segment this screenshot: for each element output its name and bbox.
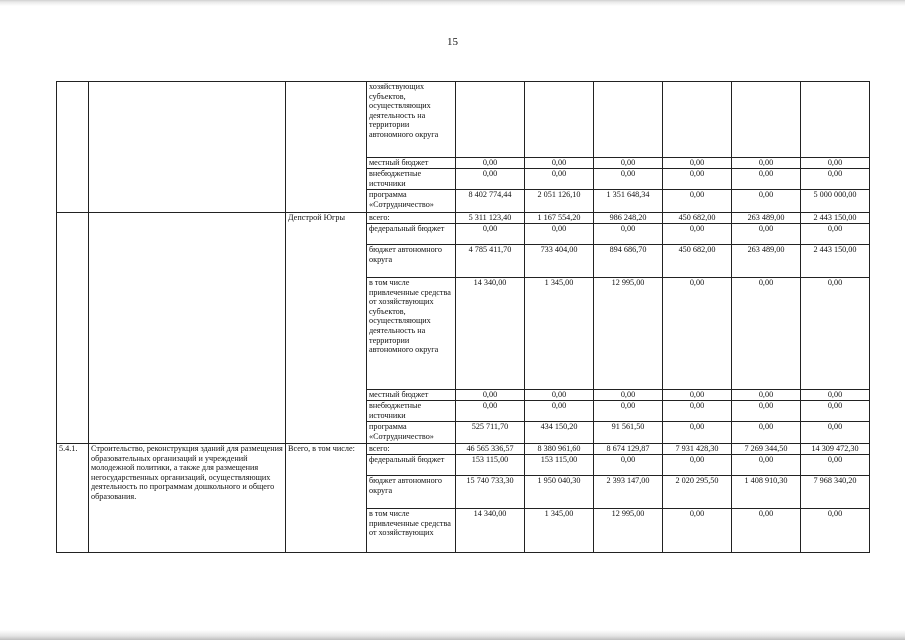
value-cell <box>663 82 732 158</box>
value-cell: 5 311 123,40 <box>456 213 525 224</box>
value-cell: 7 269 344,50 <box>732 444 801 455</box>
executor-cell: Депстрой Югры <box>286 213 367 444</box>
funding-source-cell: в том числе привлеченные средства от хозяйствующих <box>367 509 456 553</box>
value-cell: 0,00 <box>732 390 801 401</box>
table-row <box>57 82 870 158</box>
value-cell: 0,00 <box>801 224 870 245</box>
value-cell: 0,00 <box>801 169 870 190</box>
value-cell: 15 740 733,30 <box>456 476 525 509</box>
value-cell: 0,00 <box>801 158 870 169</box>
funding-source-cell: федеральный бюджет <box>367 455 456 476</box>
value-cell: 0,00 <box>663 169 732 190</box>
value-cell: 1 345,00 <box>525 509 594 553</box>
measure-name-cell <box>89 82 286 213</box>
value-cell: 5 000 000,00 <box>801 190 870 213</box>
value-cell: 2 393 147,00 <box>594 476 663 509</box>
funding-source-cell: бюджет автономного округа <box>367 476 456 509</box>
value-cell: 2 020 295,50 <box>663 476 732 509</box>
value-cell: 14 340,00 <box>456 278 525 390</box>
value-cell: 0,00 <box>594 224 663 245</box>
value-cell <box>525 82 594 158</box>
value-cell: 8 674 129,87 <box>594 444 663 455</box>
value-cell: 1 408 910,30 <box>732 476 801 509</box>
value-cell: 1 351 648,34 <box>594 190 663 213</box>
budget-table <box>56 81 870 553</box>
value-cell <box>732 82 801 158</box>
value-cell: 0,00 <box>525 158 594 169</box>
value-cell: 0,00 <box>456 158 525 169</box>
value-cell: 0,00 <box>594 455 663 476</box>
table-row <box>57 444 870 455</box>
value-cell: 0,00 <box>801 422 870 444</box>
value-cell: 0,00 <box>663 224 732 245</box>
scan-edge-bottom <box>0 630 905 640</box>
value-cell: 0,00 <box>663 278 732 390</box>
value-cell: 2 051 126,10 <box>525 190 594 213</box>
value-cell: 0,00 <box>732 169 801 190</box>
value-cell: 733 404,00 <box>525 245 594 278</box>
page-number: 15 <box>447 36 458 48</box>
executor-cell <box>286 82 367 213</box>
funding-source-cell: федеральный бюджет <box>367 224 456 245</box>
value-cell: 0,00 <box>525 390 594 401</box>
funding-source-cell: местный бюджет <box>367 390 456 401</box>
value-cell: 12 995,00 <box>594 509 663 553</box>
executor-cell: Всего, в том числе: <box>286 444 367 553</box>
value-cell: 0,00 <box>801 509 870 553</box>
funding-source-cell: всего: <box>367 444 456 455</box>
value-cell: 8 402 774,44 <box>456 190 525 213</box>
value-cell: 2 443 150,00 <box>801 213 870 224</box>
value-cell: 0,00 <box>732 190 801 213</box>
value-cell: 14 340,00 <box>456 509 525 553</box>
value-cell: 0,00 <box>456 169 525 190</box>
value-cell <box>594 82 663 158</box>
value-cell: 14 309 472,30 <box>801 444 870 455</box>
value-cell: 0,00 <box>801 401 870 422</box>
funding-source-cell: бюджет автономного округа <box>367 245 456 278</box>
scan-edge-top <box>0 0 905 6</box>
value-cell: 263 489,00 <box>732 245 801 278</box>
value-cell: 1 950 040,30 <box>525 476 594 509</box>
funding-source-cell: внебюджетные источники <box>367 401 456 422</box>
value-cell: 0,00 <box>594 401 663 422</box>
value-cell: 0,00 <box>456 224 525 245</box>
value-cell: 0,00 <box>732 509 801 553</box>
value-cell: 0,00 <box>801 455 870 476</box>
number-cell <box>57 82 89 213</box>
value-cell: 0,00 <box>732 455 801 476</box>
measure-name-cell <box>89 213 286 444</box>
value-cell: 8 380 961,60 <box>525 444 594 455</box>
value-cell: 450 682,00 <box>663 245 732 278</box>
value-cell: 2 443 150,00 <box>801 245 870 278</box>
value-cell: 0,00 <box>663 390 732 401</box>
value-cell: 0,00 <box>732 224 801 245</box>
value-cell: 12 995,00 <box>594 278 663 390</box>
value-cell: 1 345,00 <box>525 278 594 390</box>
value-cell: 0,00 <box>732 401 801 422</box>
value-cell <box>456 82 525 158</box>
value-cell: 7 968 340,20 <box>801 476 870 509</box>
funding-source-cell: всего: <box>367 213 456 224</box>
value-cell: 0,00 <box>801 390 870 401</box>
value-cell: 525 711,70 <box>456 422 525 444</box>
item-number-cell: 5.4.1. <box>57 444 89 553</box>
value-cell: 0,00 <box>663 422 732 444</box>
value-cell: 894 686,70 <box>594 245 663 278</box>
funding-source-cell: программа «Сотрудничество» <box>367 190 456 213</box>
value-cell: 0,00 <box>663 401 732 422</box>
value-cell: 0,00 <box>525 224 594 245</box>
value-cell: 1 167 554,20 <box>525 213 594 224</box>
funding-source-cell: местный бюджет <box>367 158 456 169</box>
value-cell: 0,00 <box>663 509 732 553</box>
funding-source-cell: в том числе привлеченные средства от хозяйствующих субъектов, осуществляющих деятельность на территории автономного округа <box>367 278 456 390</box>
value-cell: 0,00 <box>732 158 801 169</box>
value-cell: 986 248,20 <box>594 213 663 224</box>
number-cell <box>57 213 89 444</box>
value-cell: 0,00 <box>663 190 732 213</box>
value-cell: 0,00 <box>594 169 663 190</box>
value-cell: 263 489,00 <box>732 213 801 224</box>
value-cell: 0,00 <box>732 422 801 444</box>
value-cell: 0,00 <box>663 455 732 476</box>
value-cell: 0,00 <box>663 158 732 169</box>
value-cell: 153 115,00 <box>525 455 594 476</box>
funding-source-cell: хозяйствующих субъектов, осуществляющих деятельность на территории автономного округа <box>367 82 456 158</box>
value-cell <box>801 82 870 158</box>
funding-source-cell: внебюджетные источники <box>367 169 456 190</box>
value-cell: 0,00 <box>456 401 525 422</box>
value-cell: 0,00 <box>801 278 870 390</box>
value-cell: 153 115,00 <box>456 455 525 476</box>
value-cell: 0,00 <box>525 169 594 190</box>
value-cell: 450 682,00 <box>663 213 732 224</box>
value-cell: 7 931 428,30 <box>663 444 732 455</box>
value-cell: 91 561,50 <box>594 422 663 444</box>
value-cell: 0,00 <box>594 158 663 169</box>
value-cell: 0,00 <box>594 390 663 401</box>
value-cell: 46 565 336,57 <box>456 444 525 455</box>
value-cell: 0,00 <box>732 278 801 390</box>
value-cell: 4 785 411,70 <box>456 245 525 278</box>
funding-source-cell: программа «Сотрудничество» <box>367 422 456 444</box>
value-cell: 0,00 <box>456 390 525 401</box>
measure-name-cell: Строительство, реконструкция зданий для размещения образовательных организаций и учреждений молодежной политики, а также для размещения негосударственных организаций, осуществляющих деятельность по программам дошкольного и общего образования. <box>89 444 286 553</box>
table-row <box>57 213 870 224</box>
value-cell: 434 150,20 <box>525 422 594 444</box>
value-cell: 0,00 <box>525 401 594 422</box>
